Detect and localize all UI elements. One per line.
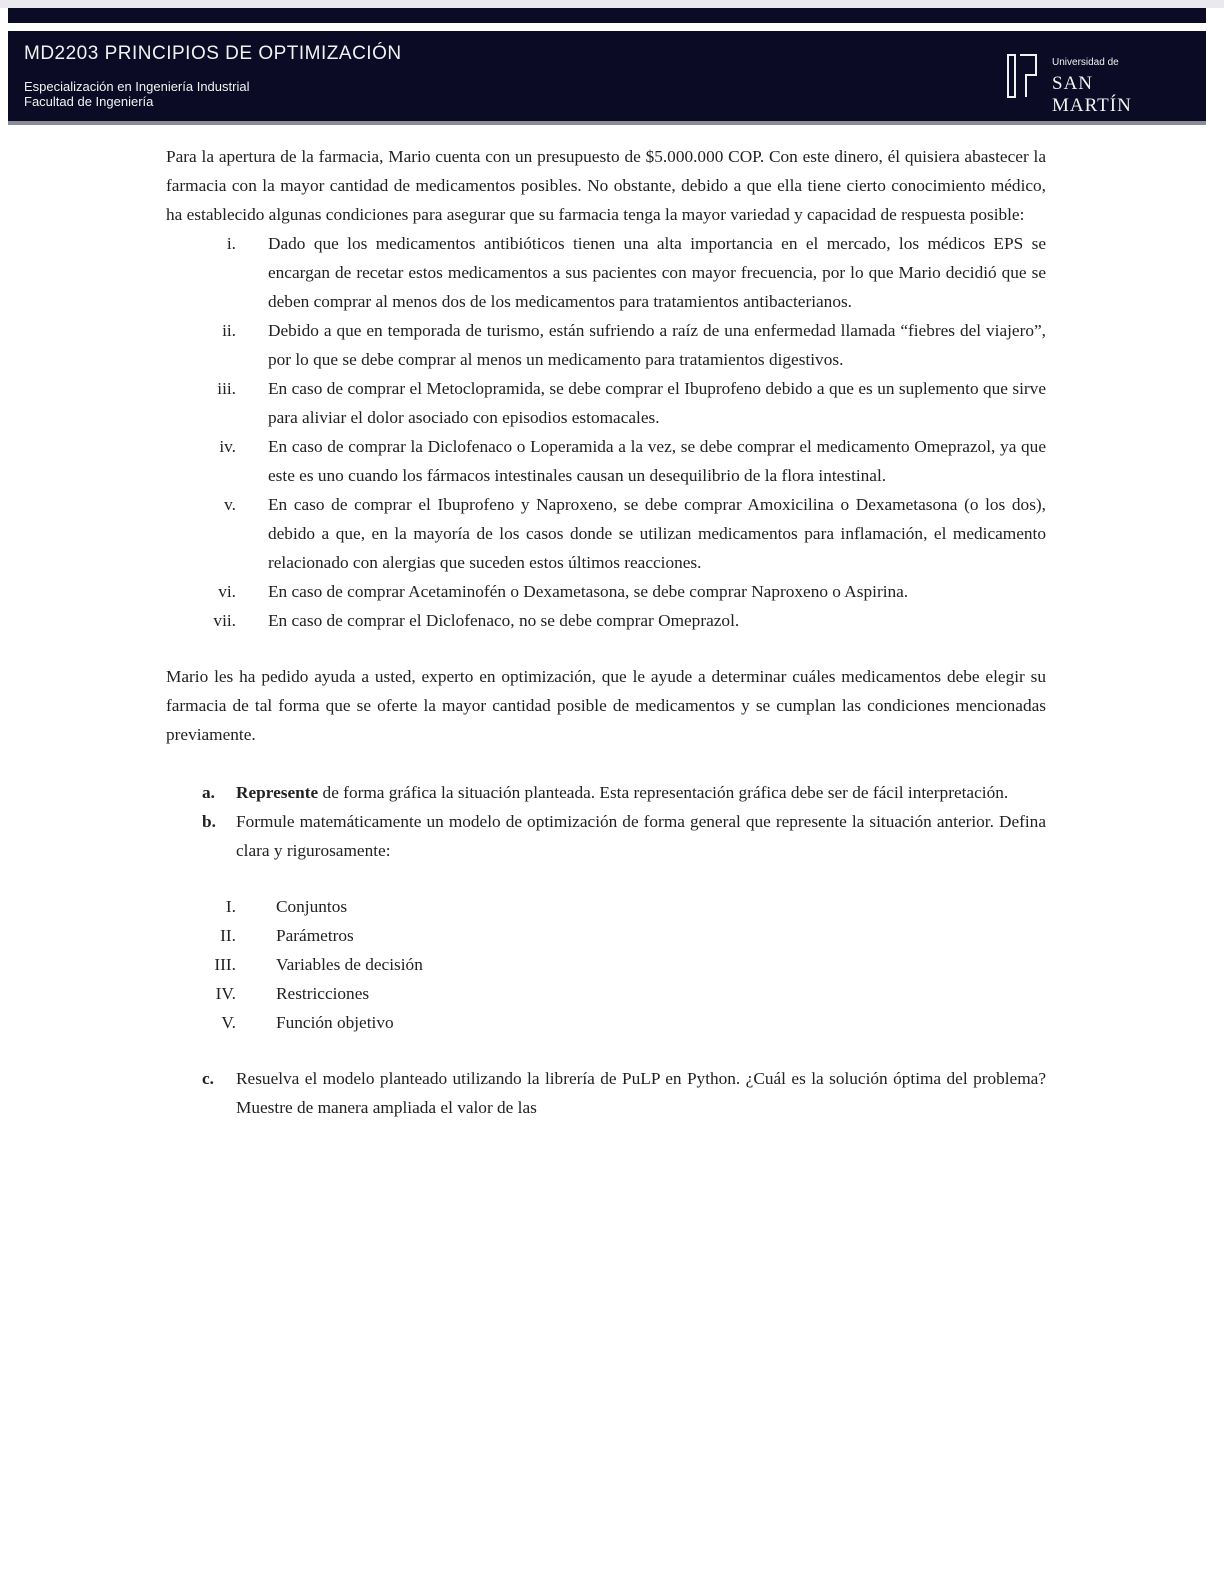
task-paragraph: Mario les ha pedido ayuda a usted, experto en optimización, que le ayude a determinar cuáles medicamentos debe elegir su farmacia de tal forma que se oferte la mayor cantidad posible de medicamentos y se cumplan las condiciones mencionadas previamente. xyxy=(166,667,1046,744)
condition-number: ii. xyxy=(222,321,236,340)
condition-number: v. xyxy=(224,495,236,514)
questions-list xyxy=(166,778,1046,865)
condition-item xyxy=(166,374,1046,432)
question-item xyxy=(166,1064,1046,1122)
condition-text: Debido a que en temporada de turismo, están sufriendo a raíz de una enfermedad llamada “fiebres del viajero”, por lo que se debe comprar al menos un medicamento para tratamientos digestivos. xyxy=(268,321,1046,369)
subtitle-line-1: Especialización en Ingeniería Industrial xyxy=(24,79,250,94)
condition-text: Dado que los medicamentos antibióticos tienen una alta importancia en el mercado, los médicos EPS se encargan de recetar estos medicamentos a sus pacientes con mayor frecuencia, por lo que Mario decidió que se deben comprar al menos dos de los medicamentos para tratamientos antibacterianos. xyxy=(268,234,1046,311)
condition-item xyxy=(166,316,1046,374)
document-body xyxy=(166,142,1046,1122)
top-strip xyxy=(0,0,1224,8)
model-part-number: II. xyxy=(220,926,236,945)
condition-text: En caso de comprar Acetaminofén o Dexametasona, se debe comprar Naproxeno o Aspirina. xyxy=(268,582,909,601)
model-part-number: III. xyxy=(214,955,236,974)
condition-text: En caso de comprar el Ibuprofeno y Naproxeno, se debe comprar Amoxicilina o Dexametasona (o los dos), debido a que, en la mayoría de los casos donde se utilizan medicamentos para inflamación, el medicamento relacionado con alergias que suceden estos últimos reacciones. xyxy=(268,495,1046,572)
question-item xyxy=(166,778,1046,807)
condition-number: vi. xyxy=(218,582,236,601)
model-part-text: Restricciones xyxy=(276,984,370,1003)
model-parts-list xyxy=(166,892,1046,1037)
condition-item xyxy=(166,490,1046,577)
logo-big-text: SAN MARTÍN xyxy=(1052,73,1132,116)
condition-number: vii. xyxy=(213,611,236,630)
question-text: Formule matemáticamente un modelo de optimización de forma general que represente la situación anterior. Defina clara y rigurosamente: xyxy=(236,812,1046,860)
header-banner xyxy=(8,31,1206,121)
model-part-text: Parámetros xyxy=(276,926,354,945)
model-part-number: I. xyxy=(225,897,236,916)
condition-item xyxy=(166,432,1046,490)
condition-item xyxy=(166,229,1046,316)
logo-mark-icon xyxy=(1006,53,1040,99)
question-bold-verb: Represente xyxy=(236,783,319,802)
condition-item xyxy=(166,577,1046,606)
model-part-item xyxy=(166,892,1046,921)
model-part-item xyxy=(166,950,1046,979)
model-part-text: Variables de decisión xyxy=(276,955,423,974)
model-part-number: V. xyxy=(221,1013,236,1032)
subtitle-line-2: Facultad de Ingeniería xyxy=(24,94,154,109)
question-item xyxy=(166,807,1046,865)
model-part-item xyxy=(166,921,1046,950)
top-rule xyxy=(8,8,1206,23)
question-letter: a. xyxy=(202,783,215,802)
question-letter: c. xyxy=(202,1069,214,1088)
model-part-text: Función objetivo xyxy=(276,1013,394,1032)
question-text: Resuelva el modelo planteado utilizando la librería de PuLP en Python. ¿Cuál es la solución óptima del problema? Muestre de manera ampliada el valor de las xyxy=(236,1069,1046,1117)
intro-paragraph: Para la apertura de la farmacia, Mario cuenta con un presupuesto de $5.000.000 COP. Con este dinero, él quisiera abastecer la farmacia con la mayor cantidad de medicamentos posibles. No obstante, debido a que ella tiene cierto conocimiento médico, ha establecido algunas condiciones para asegurar que su farmacia tenga la mayor variedad y capacidad de respuesta posible: xyxy=(166,147,1046,224)
condition-number: iv. xyxy=(219,437,236,456)
condition-number: i. xyxy=(226,234,236,253)
condition-text: En caso de comprar la Diclofenaco o Loperamida a la vez, se debe comprar el medicamento Omeprazol, ya que este es uno cuando los fármacos intestinales causan un desequilibrio de la flora intestinal. xyxy=(268,437,1046,485)
condition-text: En caso de comprar el Diclofenaco, no se debe comprar Omeprazol. xyxy=(268,611,740,630)
model-part-item xyxy=(166,1008,1046,1037)
question-letter: b. xyxy=(202,812,216,831)
condition-number: iii. xyxy=(217,379,236,398)
conditions-list xyxy=(166,229,1046,635)
model-part-number: IV. xyxy=(215,984,236,1003)
university-logo xyxy=(1006,51,1176,116)
question-text: de forma gráfica la situación planteada. Esta representación gráfica debe ser de fácil interpretación. xyxy=(318,783,1009,802)
question-c-list xyxy=(166,1064,1046,1122)
condition-text: En caso de comprar el Metoclopramida, se debe comprar el Ibuprofeno debido a que es un suplemento que sirve para aliviar el dolor asociado con episodios estomacales. xyxy=(268,379,1046,427)
condition-item xyxy=(166,606,1046,635)
course-title: MD2203 PRINCIPIOS DE OPTIMIZACIÓN xyxy=(24,43,402,64)
banner-strip xyxy=(8,121,1206,125)
logo-small-text: Universidad de xyxy=(1052,57,1119,68)
model-part-text: Conjuntos xyxy=(276,897,348,916)
header-subtitle xyxy=(24,79,249,109)
model-part-item xyxy=(166,979,1046,1008)
